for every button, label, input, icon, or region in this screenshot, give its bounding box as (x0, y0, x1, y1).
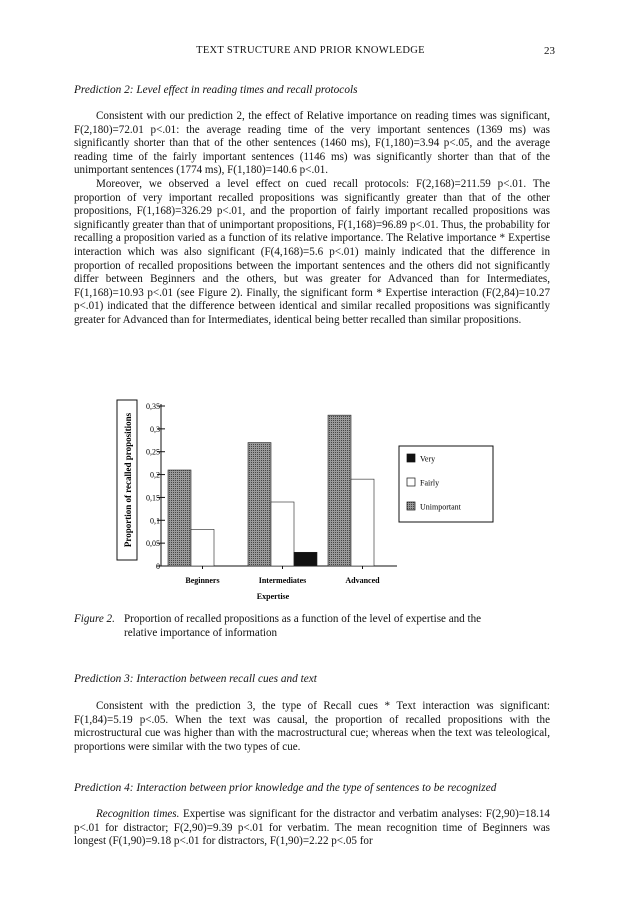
figure-caption (74, 612, 550, 640)
page-number: 23 (544, 45, 555, 57)
bar-very (328, 415, 351, 566)
running-title: TEXT STRUCTURE AND PRIOR KNOWLEDGE (196, 45, 425, 56)
bar-unimportant (294, 552, 317, 566)
x-tick-label: Intermediates (258, 576, 307, 585)
section-body-prediction-2 (74, 110, 550, 328)
bar-fairly (271, 502, 294, 566)
paragraph: Consistent with our prediction 2, the effect of Relative importance on reading times was significant, F(2,180)=72.01 p<.01: the average reading time of the very important sentences (1369 ms) was significantly shorter than that of the other sentences (1460 ms), F(1,180)=3.94 p<.05, and the average reading time of the fairly important sentences (1146 ms) was significantly shorter than that of the unimportant sentences (1774 ms), F(1,180)=140.6 p<.01. (74, 110, 550, 177)
paragraph: Consistent with the prediction 3, the type of Recall cues * Text interaction was significant: F(1,84)=5.19 p<.05. When the text was causal, the proportion of recalled propositions with the microstructural cue was higher than with the macrostructural cue; whereas when the text was teleological, proportions were similar with the two types of cue. (74, 700, 550, 753)
legend-label: Fairly (420, 478, 440, 488)
figure-2-chart (113, 396, 503, 602)
section-heading-prediction-4: Prediction 4: Interaction between prior knowledge and the type of sentences to be recognized (74, 782, 497, 794)
paragraph: Moreover, we observed a level effect on cued recall protocols: F(2,168)=211.59 p<.01. The proportion of very important recalled propositions was significantly greater than that of the other propositions, F(1,168)=326.29 p<.01, and the proportion of fairly important recalled propositions was significantly greater than that of unimportant propositions, F(1,168)=96.89 p<.01. Thus, the probability for recalling a proposition varied as a function of its relative importance. The Relative importance * Expertise interaction which was also significant (F(4,168)=5.6 p<.01) mainly indicated that the difference in proportion of recalled propositions between the important sentences and the others did not significantly differ between Beginners and the others, but was greater for Advanced than for Intermediates, F(1,168)=10.93 p<.01 (see Figure 2). Finally, the significant form * Expertise interaction (F(2,84)=10.27 p<.01) indicated that the difference between identical and similar recalled propositions was significantly greater for Advanced than for Intermediates, identical being better recalled than similar propositions. (74, 177, 550, 326)
legend-label: Unimportant (420, 502, 461, 512)
y-tick-label: 0,2 (150, 470, 160, 480)
y-tick-label: 0,05 (146, 539, 160, 549)
y-tick-label: 0,15 (146, 493, 160, 503)
bar-fairly (191, 529, 214, 566)
figure-label: Figure 2. (74, 613, 115, 625)
paragraph: Recognition times. Expertise was significant for the distractor and verbatim analyses: F(2,90)=18.14 p<.01 for distractor; F(2,90)=9.39 p<.01 for verbatim. The mean recognition time of Beginners was longest (F(1,90)=9.18 p<.01 for distractors, F(1,90)=2.22 p<.05 for (74, 808, 550, 848)
section-heading-prediction-2: Prediction 2: Level effect in reading times and recall protocols (74, 84, 358, 96)
y-tick-label: 0 (156, 562, 160, 571)
y-tick-label: 0,35 (146, 402, 160, 411)
y-tick-label: 0,25 (146, 447, 160, 457)
caption-line-1: Proportion of recalled propositions as a function of the level of expertise and the (124, 613, 482, 625)
y-tick-label: 0,1 (150, 516, 160, 526)
plot-area (146, 402, 397, 601)
section-body-prediction-3 (74, 700, 550, 754)
section-heading-prediction-3: Prediction 3: Interaction between recall cues and text (74, 673, 317, 685)
x-tick-label: Beginners (185, 576, 220, 585)
y-axis-label: Proportion of recalled propositions (123, 412, 133, 548)
caption-line-2: relative importance of information (124, 627, 278, 639)
legend-swatch (407, 478, 415, 486)
bar-chart (113, 396, 503, 602)
legend (399, 446, 493, 522)
y-tick-label: 0,3 (150, 424, 160, 434)
bar-very (168, 470, 191, 566)
section-body-prediction-4 (74, 808, 550, 849)
page-header (0, 45, 621, 61)
legend-label: Very (420, 454, 436, 464)
x-tick-label: Advanced (345, 576, 380, 585)
legend-swatch (407, 502, 415, 510)
legend-swatch (407, 454, 415, 462)
x-axis-label: Expertise (256, 592, 290, 601)
bar-fairly (351, 479, 374, 566)
bar-very (248, 443, 271, 566)
